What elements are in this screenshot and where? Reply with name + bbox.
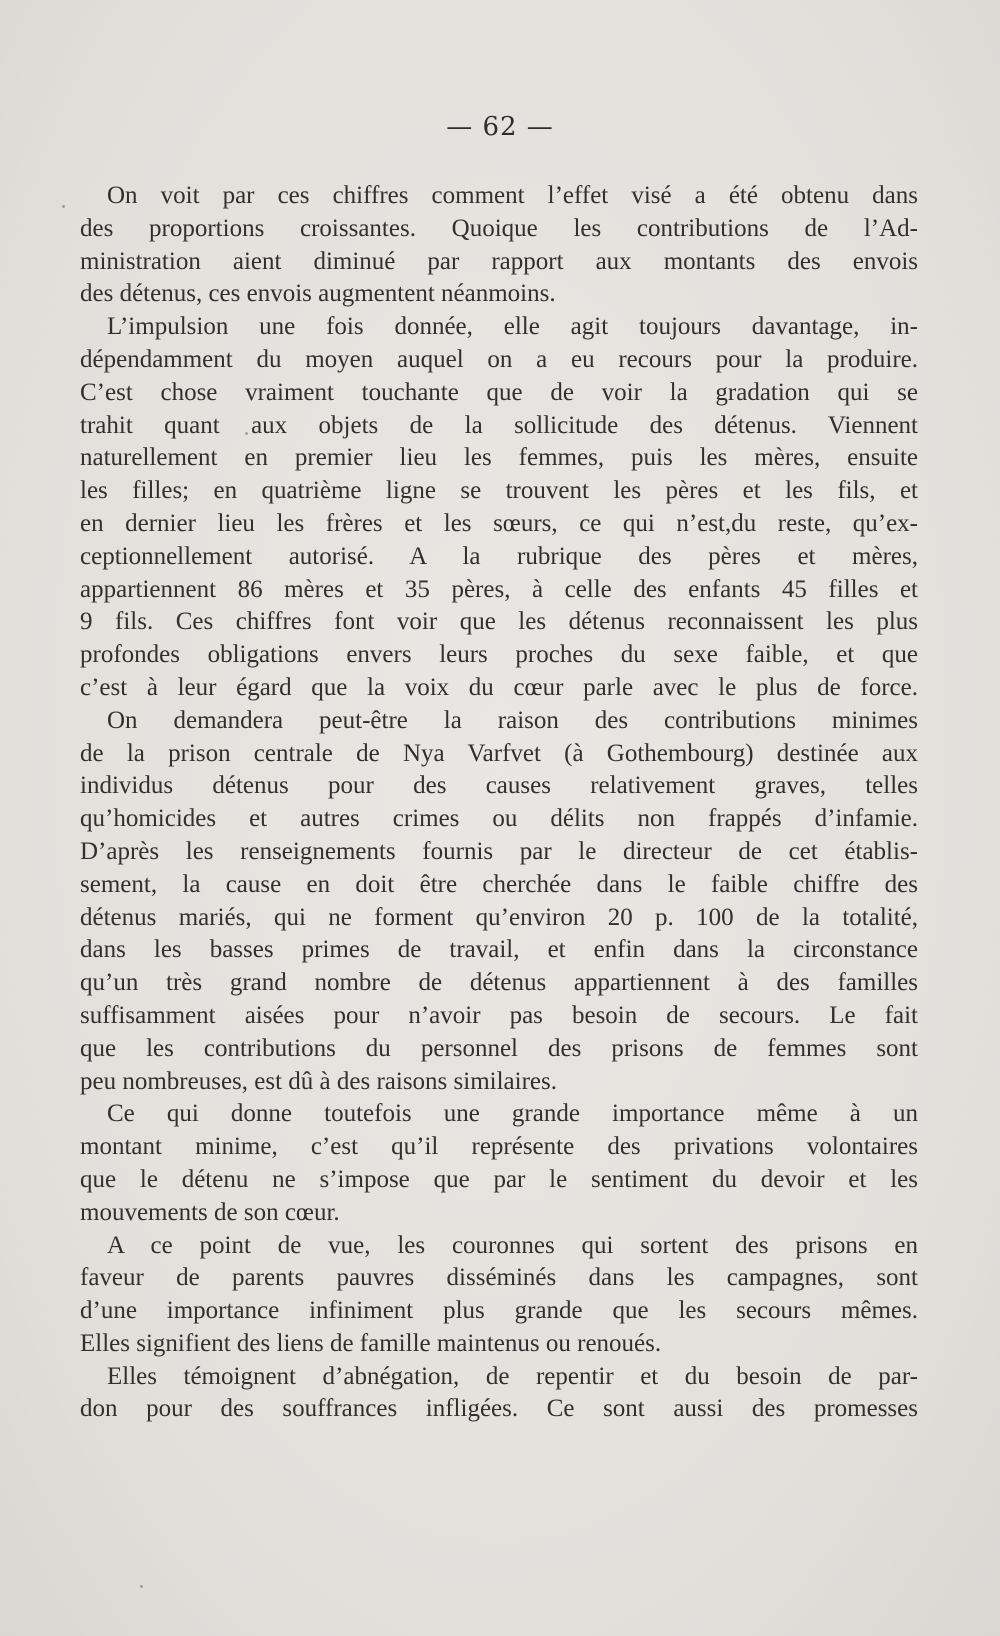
text-line: qu’homicides et autres crimes ou délits non frappés d’infamie. — [80, 805, 918, 833]
text-line: ceptionnellement autorisé. A la rubrique des pères et mères, — [80, 542, 918, 570]
text-line: 9 fils. Ces chiffres font voir que les détenus reconnaissent les plus — [80, 608, 918, 636]
text-line: Ce qui donne toutefois une grande importance même à un — [107, 1100, 918, 1128]
text-line: dépendamment du moyen auquel on a eu recours pour la produire. — [80, 345, 918, 373]
paper-speck — [62, 205, 65, 208]
text-line: que les contributions du personnel des prisons de femmes sont — [80, 1034, 918, 1062]
text-line: Elles témoignent d’abnégation, de repentir et du besoin de par- — [107, 1362, 918, 1390]
text-line: profondes obligations envers leurs proches du sexe faible, et que — [80, 641, 918, 669]
text-line: D’après les renseignements fournis par le directeur de cet établis- — [80, 837, 918, 865]
text-line: peu nombreuses, est dû à des raisons similaires. — [80, 1067, 557, 1095]
text-line: A ce point de vue, les couronnes qui sortent des prisons en — [107, 1231, 918, 1259]
text-line: mouvements de son cœur. — [80, 1198, 340, 1226]
text-line: Elles signifient des liens de famille maintenus ou renoués. — [80, 1329, 662, 1357]
text-line: faveur de parents pauvres disséminés dans les campagnes, sont — [80, 1264, 918, 1292]
text-line: trahit quant aux objets de la sollicitude des détenus. Viennent — [80, 411, 918, 439]
text-line: don pour des souffrances infligées. Ce sont aussi des promesses — [80, 1395, 918, 1423]
text-line: des détenus, ces envois augmentent néanmoins. — [80, 280, 556, 308]
text-line: qu’un très grand nombre de détenus appartiennent à des familles — [80, 969, 918, 997]
text-line: On voit par ces chiffres comment l’effet visé a été obtenu dans — [107, 182, 918, 209]
text-line: des proportions croissantes. Quoique les contributions de l’Ad- — [80, 214, 918, 242]
text-line: L’impulsion une fois donnée, elle agit toujours davantage, in- — [107, 313, 918, 341]
text-line: détenus mariés, qui ne forment qu’environ 20 p. 100 de la totalité, — [80, 903, 918, 931]
text-line: naturellement en premier lieu les femmes, puis les mères, ensuite — [80, 444, 918, 472]
body-text — [80, 180, 918, 1426]
text-line: sement, la cause en doit être cherchée dans le faible chiffre des — [80, 870, 918, 898]
text-line: montant minime, c’est qu’il représente des privations volontaires — [80, 1133, 918, 1161]
text-line: On demandera peut-être la raison des contributions minimes — [107, 706, 918, 734]
text-line: les filles; en quatrième ligne se trouvent les pères et les fils, et — [80, 477, 918, 505]
text-line: de la prison centrale de Nya Varfvet (à Gothembourg) destinée aux — [80, 739, 918, 767]
text-line: C’est chose vraiment touchante que de voir la gradation qui se — [80, 378, 918, 406]
text-line: d’une importance infiniment plus grande que les secours mêmes. — [80, 1297, 918, 1325]
page-number: — 62 — — [446, 112, 554, 142]
paper-speck — [140, 1585, 143, 1588]
text-line: suffisamment aisées pour n’avoir pas besoin de secours. Le fait — [80, 1001, 918, 1029]
text-line: individus détenus pour des causes relativement graves, telles — [80, 772, 918, 800]
text-line: c’est à leur égard que la voix du cœur parle avec le plus de force. — [80, 673, 918, 701]
text-line: dans les basses primes de travail, et enfin dans la circonstance — [80, 936, 918, 964]
text-line: que le détenu ne s’impose que par le sentiment du devoir et les — [80, 1165, 918, 1193]
text-line: appartiennent 86 mères et 35 pères, à celle des enfants 45 filles et — [80, 575, 918, 603]
text-line: en dernier lieu les frères et les sœurs, ce qui n’est,du reste, qu’ex- — [80, 509, 918, 537]
text-line: ministration aient diminué par rapport aux montants des envois — [80, 247, 918, 275]
